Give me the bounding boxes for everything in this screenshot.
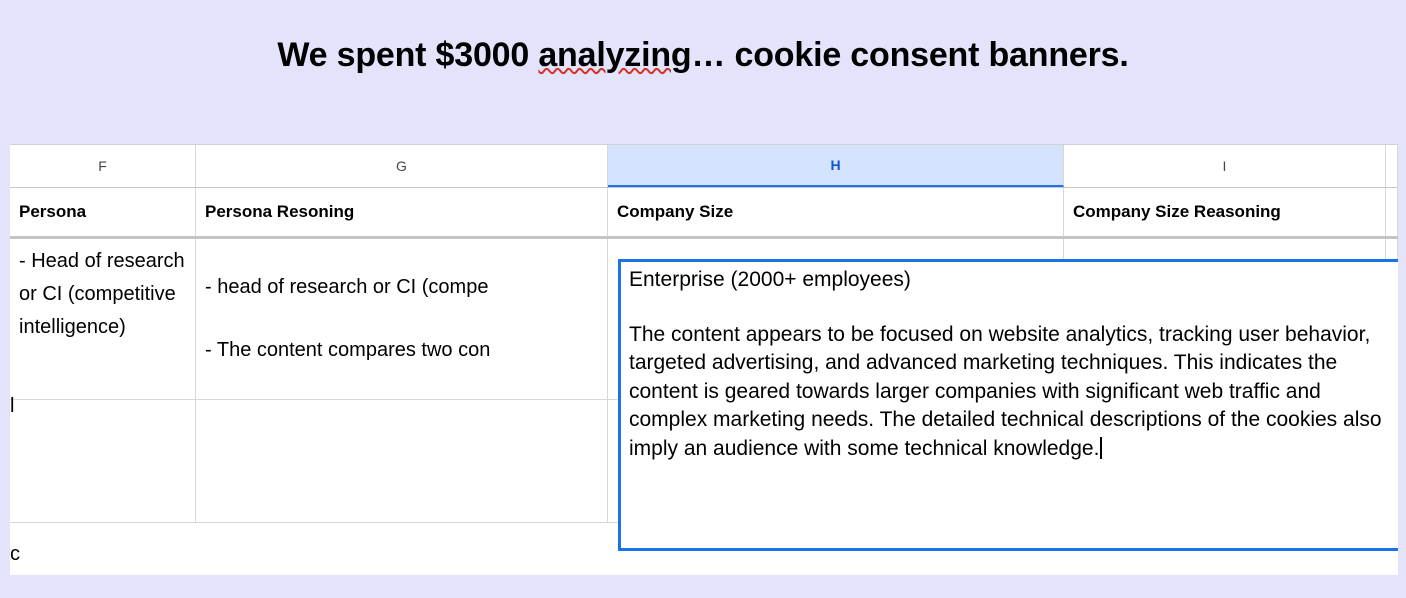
- page-title: [277, 36, 1128, 75]
- header-label-row: [10, 188, 1398, 239]
- active-cell-editor[interactable]: [618, 259, 1398, 551]
- edge-mark-bottom: c: [10, 543, 20, 565]
- active-cell-body-text: The content appears to be focused on website analytics, tracking user behavior, targeted advertising, and advanced marketing techniques. This indicates the content is geared towards larger companies with significant web traffic and complex marketing needs. The detailed technical descriptions of the cookies also imply an audience with some technical knowledge.: [629, 322, 1382, 460]
- misspelled-word: analyzing: [538, 35, 692, 74]
- edge-mark-top: l: [10, 395, 15, 417]
- spreadsheet: [10, 144, 1398, 575]
- cell-persona-reasoning-line-2: - The content compares two con: [205, 339, 491, 361]
- column-header-h[interactable]: H: [608, 145, 1064, 187]
- active-cell-line-1: Enterprise (2000+ employees): [629, 268, 911, 291]
- header-persona-reasoning[interactable]: Persona Resoning: [196, 188, 608, 236]
- header-company-size-reasoning[interactable]: Company Size Reasoning: [1064, 188, 1386, 236]
- column-header-row: [10, 145, 1398, 188]
- cell-persona-reasoning-line-1: - head of research or CI (compe: [205, 276, 489, 298]
- header-partial[interactable]: [1386, 188, 1398, 236]
- slide-title-container: [0, 0, 1406, 110]
- title-text-after: … cookie consent banners.: [691, 35, 1129, 74]
- column-header-g[interactable]: G: [196, 145, 608, 187]
- cell-persona-reasoning[interactable]: [196, 239, 608, 399]
- header-persona[interactable]: Persona: [10, 188, 196, 236]
- title-text-before: We spent $3000: [277, 35, 539, 74]
- column-header-f[interactable]: F: [10, 145, 196, 187]
- cell-persona[interactable]: - Head of research or CI (competitive intelligence): [10, 239, 196, 399]
- active-cell-body: [629, 321, 1392, 464]
- header-company-size[interactable]: Company Size: [608, 188, 1064, 236]
- empty-cell-g[interactable]: [196, 400, 608, 522]
- empty-cell-f[interactable]: [10, 400, 196, 522]
- column-header-partial[interactable]: [1386, 145, 1398, 187]
- column-header-i[interactable]: I: [1064, 145, 1386, 187]
- text-caret: [1100, 437, 1102, 459]
